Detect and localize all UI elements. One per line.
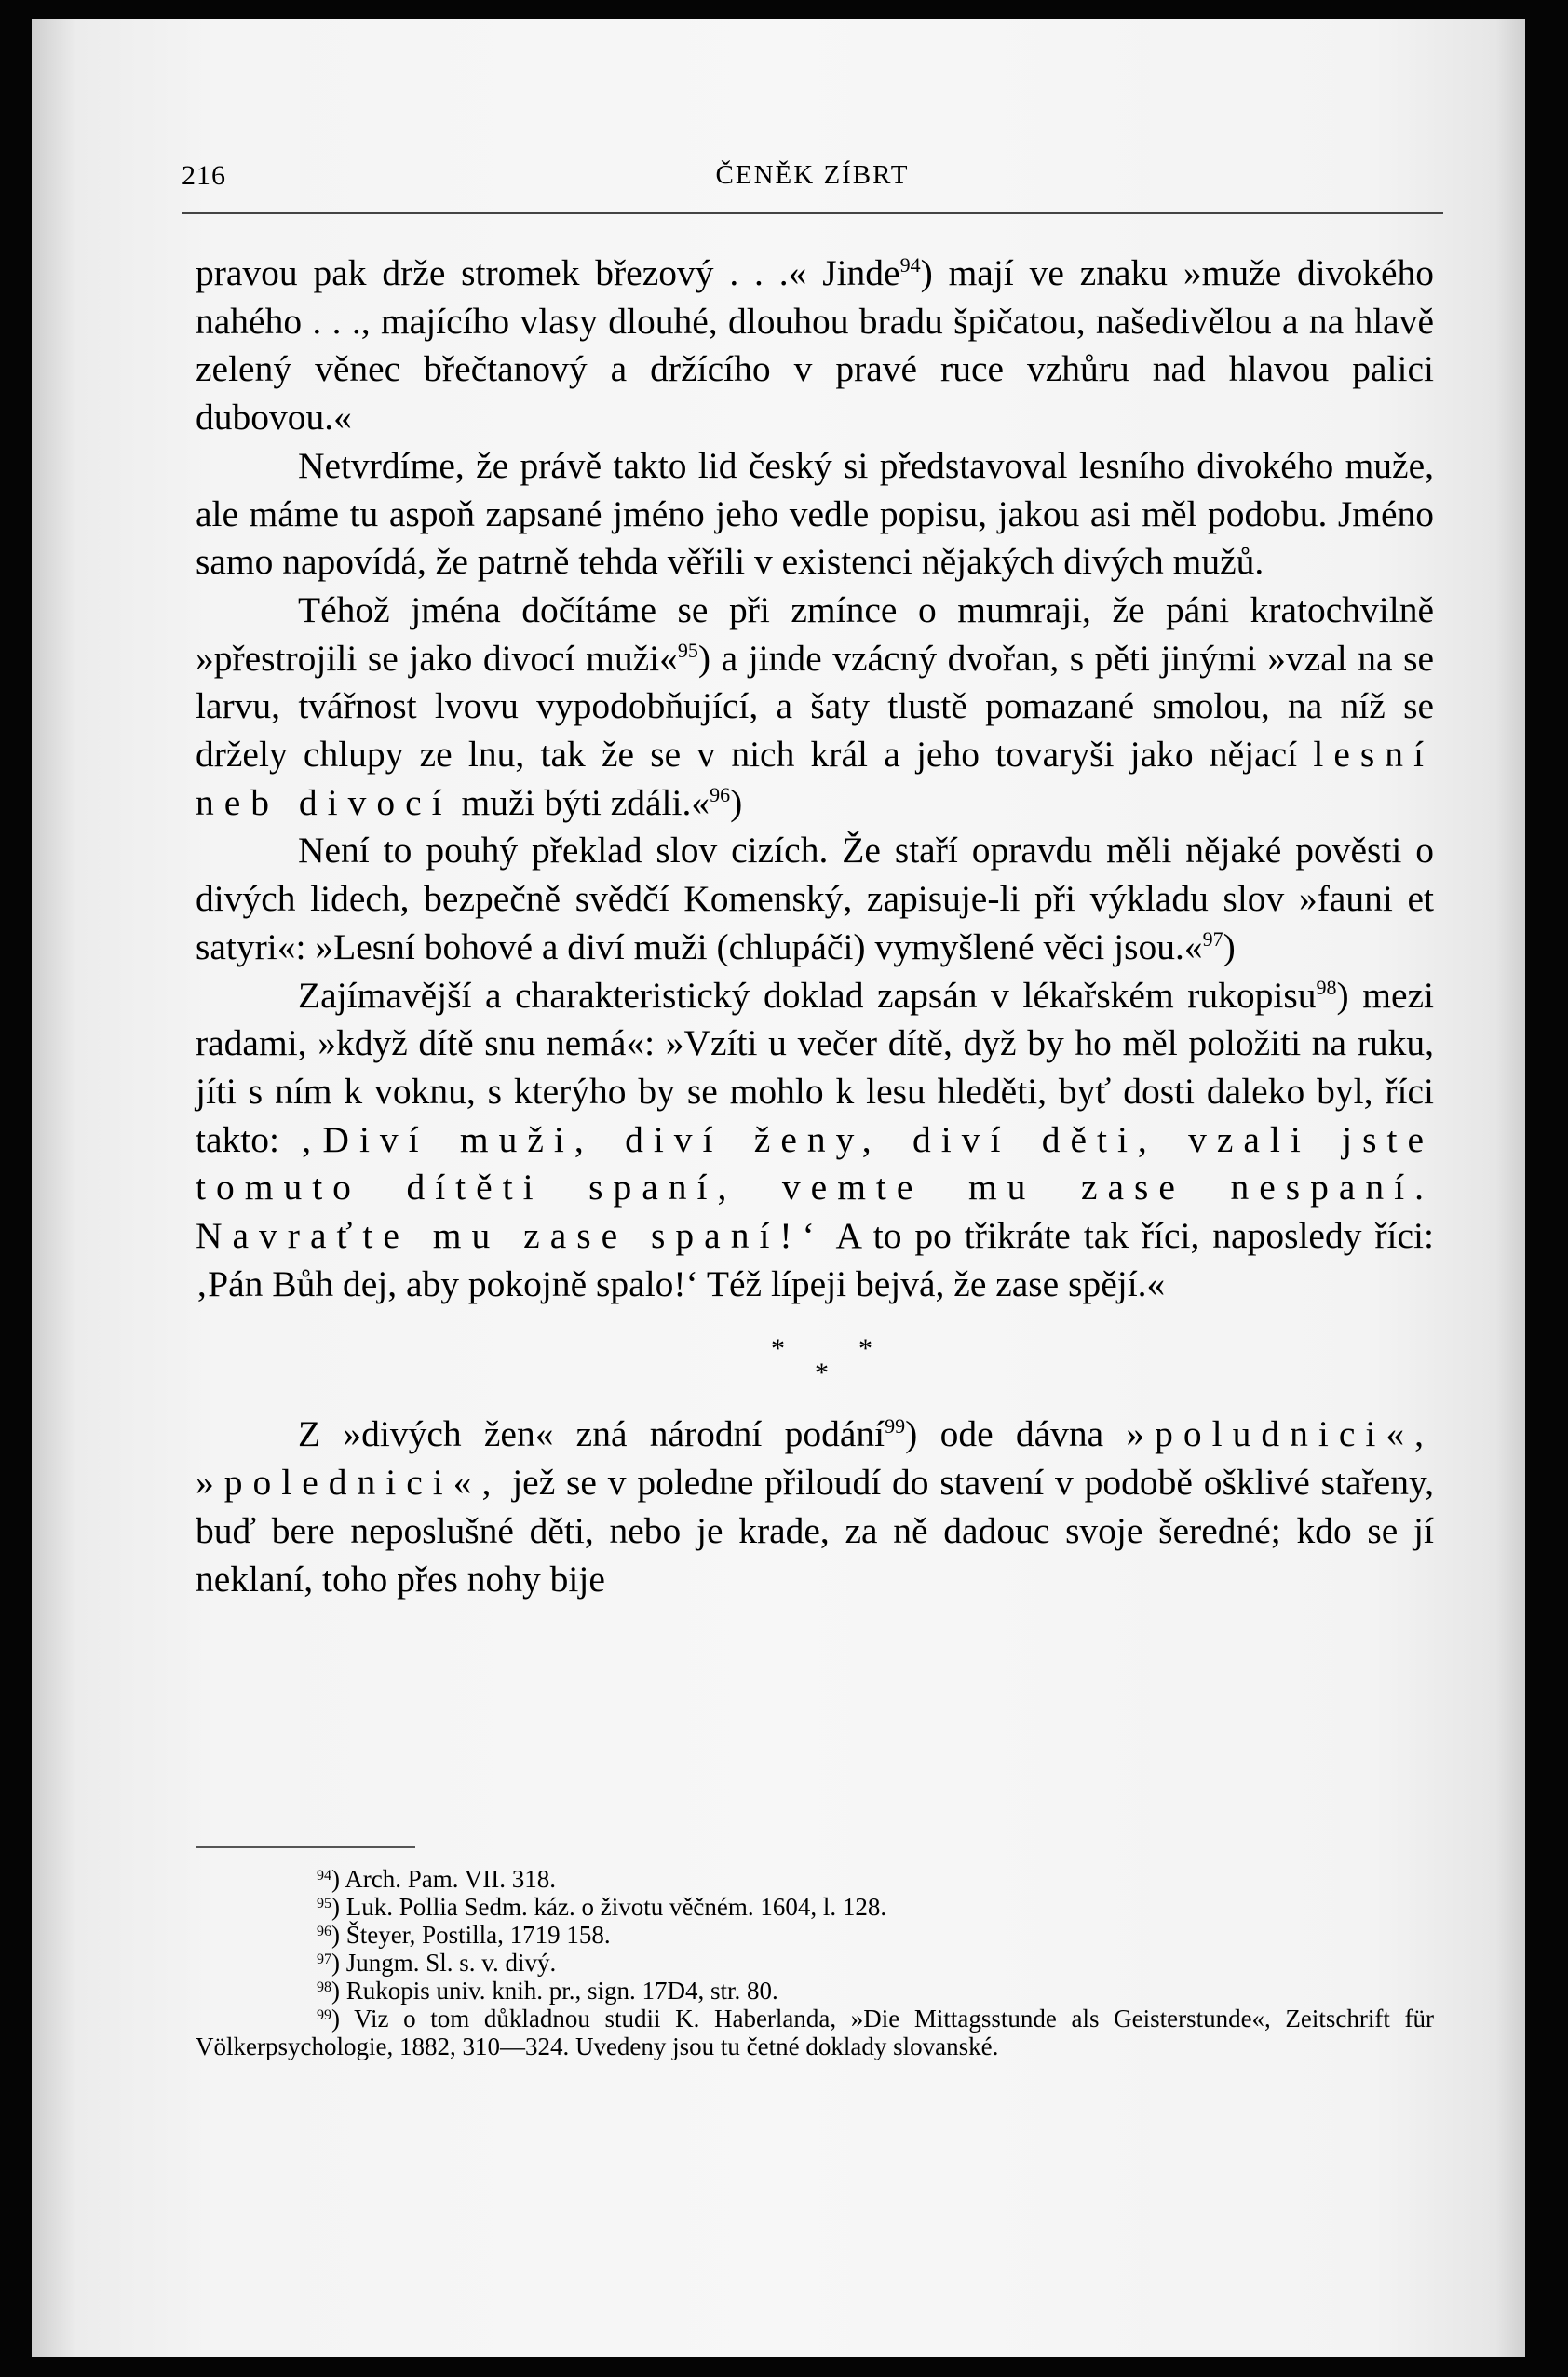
page-number: 216 (182, 160, 226, 191)
paragraph-2: Netvrdíme, že právě takto lid český si představoval lesního divokého muže, ale máme tu aspoň zapsané jméno jeho vedle popisu, jakou asi měl podobu. Jméno samo napovídá, že patrně tehda věřili v existenci nějakých divých mužů. (196, 444, 1434, 583)
footnote-ref-99: 99 (885, 1414, 906, 1438)
asterisk-left: * (771, 1333, 785, 1365)
footnote-97: $^{97}$) Jungm. Sl. s. v. divý. (317, 1949, 557, 1977)
paragraph-3: Téhož jména dočítáme se při zmínce o mumraji, že páni kratochvilně »přestrojili se jako divocí muži«$^{95}$) a jinde vzácný dvořan, s pěti jinými »vzal na se larvu, tvářnost lvovu vypodobňující, a šaty tlustě pomazané smolou, na níž se držely chlupy ze lnu, tak že se v nich král a jeho tovaryši jako nějací lesní neb divocí muži býti zdáli.«$^{96}$) (196, 588, 1434, 823)
footnote-ref-96: 96 (710, 782, 731, 806)
footnote-94: $^{94}$) Arch. Pam. VII. 318. (317, 1865, 556, 1893)
spaced-incantation: ‚Diví muži, diví ženy, diví děti, vzali jste tomuto dítěti spaní, vemte mu zase nespaní. Navraťte mu zase spaní!‘ (196, 1118, 1435, 1257)
footnote-rule (196, 1846, 415, 1848)
footnote-ref-98: 98 (1316, 975, 1337, 999)
footnote-ref-97: 97 (1202, 926, 1223, 951)
asterisk-bottom: * (815, 1357, 829, 1389)
running-title: ČENĚK ZÍBRT (715, 160, 910, 190)
footnote-96: $^{96}$) Šteyer, Postilla, 1719 158. (317, 1921, 611, 1949)
paragraph-1: pravou pak drže stromek březový . . .« Jinde$^{94}$) mají ve znaku »muže divokého nahého . . ., majícího vlasy dlouhé, dlouhou bradu špičatou, našedivělou a na hlavě zelený věnec břečtanový a držícího v pravé ruce vzhůru nad hlavou palici dubovou.« (196, 252, 1434, 439)
header-rule (182, 212, 1443, 214)
footnote-ref-95: 95 (677, 638, 698, 662)
asterisk-right: * (858, 1333, 872, 1365)
spaced-poludnice: »poludnici«, »polednici«, (196, 1413, 1435, 1504)
section-asterism (196, 1319, 1434, 1394)
paragraph-5: Zajímavější a charakteristický doklad zapsán v lékařském rukopisu$^{98}$) mezi radami, »když dítě snu nemá«: »Vzíti u večer dítě, dyž by ho měl položiti na ruku, jíti s ním k voknu, s kterýho by se mohlo k lesu hleděti, byť dosti daleko byl, říci takto: ‚Diví muži, diví ženy, diví děti, vzali jste tomuto dítěti spaní, vemte mu zase nespaní. Navraťte mu zase spaní!‘ A to po třikráte tak říci, naposledy říci: ‚Pán Bůh dej, aby pokojně spalo!‘ Též lípeji bejvá, že zase spějí.« (196, 974, 1435, 1304)
paragraph-4: Není to pouhý překlad slov cizích. Že staří opravdu měli nějaké pověsti o divých lidech, bezpečně svědčí Komenský, zapisuje-li při výkladu slov »fauni et satyri«: »Lesní bohové a diví muži (chlupáči) vymyšlené věci jsou.«$^{97}$) (196, 830, 1434, 967)
footnote-98: $^{98}$) Rukopis univ. knih. pr., sign. 17D4, str. 80. (317, 1977, 778, 2005)
footnote-99: $^{99}$) Viz o tom důkladnou studii K. Haberlanda, »Die Mittagsstunde als Geisterstunde«, Zeitschrift für Völkerpsychologie, 1882, 310—324. Uvedeny jsou tu četné doklady slovanské. (196, 2005, 1434, 2060)
footnote-95: $^{95}$) Luk. Pollia Sedm. káz. o životu věčném. 1604, l. 128. (317, 1893, 887, 1921)
paragraph-6: Z »divých žen« zná národní podání$^{99}$) ode dávna »poludnici«, »polednici«, jež se v poledne přiloudí do stavení v podobě ošklivé stařeny, buď bere neposlušné děti, nebo je krade, za ně dadouc svoje šeredné; kdo se jí neklaní, toho přes nohy bije (196, 1413, 1435, 1600)
page-header (182, 160, 1443, 216)
footnote-ref-94: 94 (899, 253, 921, 277)
footnotes (196, 1865, 1434, 2060)
main-text (196, 250, 1434, 1603)
spaced-emphasis: lesní neb divocí (196, 734, 1434, 823)
